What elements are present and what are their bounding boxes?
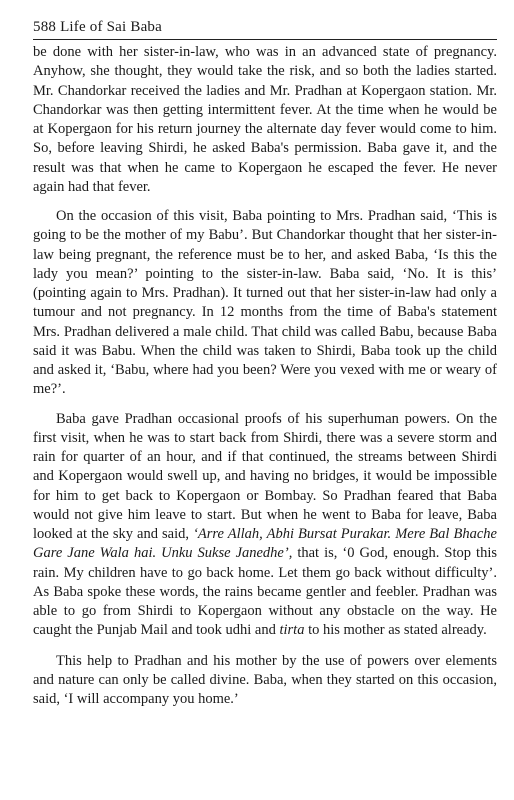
paragraph-text: This help to Pradhan and his mother by the use of powers over elements and nature can only be called divine. Baba, when they started on this occasion, said, ‘I will accompany you home.’: [33, 652, 497, 707]
hindi-quote: ‘Arre Allah, Abhi Bursat Purakar. Mere Bal Bhache Gare Jane Wala hai. Unku Sukse Janedhe’,: [33, 526, 497, 562]
book-page: [33, 18, 497, 709]
book-title: Life of Sai Baba: [60, 19, 162, 35]
paragraph-text: to his mother as stated already.: [304, 622, 487, 639]
paragraph-text: be done with her sister-in-law, who was in an advanced state of pregnancy. Anyhow, she thought, they would take the risk, and so both the ladies started. Mr. Chandorkar received the ladies and Mr. Pradhan at Kopergaon station. Mr. Chandorkar was then getting intermittent fever. At the time when he would be at Kopergaon for his return journey the alternate day fever would come to him. So, before leaving Shirdi, he asked Baba's permission. Baba gave it, and the result was that when he came to Kopergaon he escaped the fever. He never again had that fever.: [33, 44, 497, 195]
page-number: 588: [33, 19, 57, 35]
paragraph-4: [33, 652, 497, 710]
paragraph-2: [33, 207, 497, 400]
running-head: [33, 18, 497, 40]
tirta-term: tirta: [279, 622, 305, 639]
paragraph-3: [33, 410, 497, 641]
paragraph-text: Baba gave Pradhan occasional proofs of his superhuman powers. On the first visit, when he was to start back from Shirdi, there was a severe storm and rain for quarter of an hour, and if that continued, the streams between Shirdi and Kopergaon would swell up, and having no bridges, it would be impossible for him to get back to Kopergaon or Bombay. So Pradhan feared that Baba would not give him leave to start. But when he went to Baba for leave, Baba looked at the sky and said,: [33, 410, 497, 542]
paragraph-text: On the occasion of this visit, Baba pointing to Mrs. Pradhan said, ‘This is going to be the mother of my Babu’. But Chandorkar thought that her sister-in-law being pregnant, the reference must be to her, and asked Baba, ‘Is this the lady you mean?’ pointing to the sister-in-law. Baba said, ‘No. It is this’ (pointing again to Mrs. Pradhan). It turned out that her sister-in-law had only a tumour and not pregnancy. In 12 months from the time of Baba's statement Mrs. Pradhan delivered a male child. That child was called Babu, because Baba said it was Babu. When the child was taken to Shirdi, Baba took up the child and asked it, ‘Babu, where had you been? Were you vexed with me or weary of me?’.: [33, 208, 497, 398]
paragraph-1: [33, 43, 497, 197]
paragraph-text: that is, ‘0 God, enough. Stop this rain. My children have to go back home. Let them go back without difficulty’. As Baba spoke these words, the rains became gentler and feebler. Pradhan was able to go from Shirdi to Kopergaon without any obstacle on the way. He caught the Punjab Mail and took udhi and: [33, 545, 497, 639]
